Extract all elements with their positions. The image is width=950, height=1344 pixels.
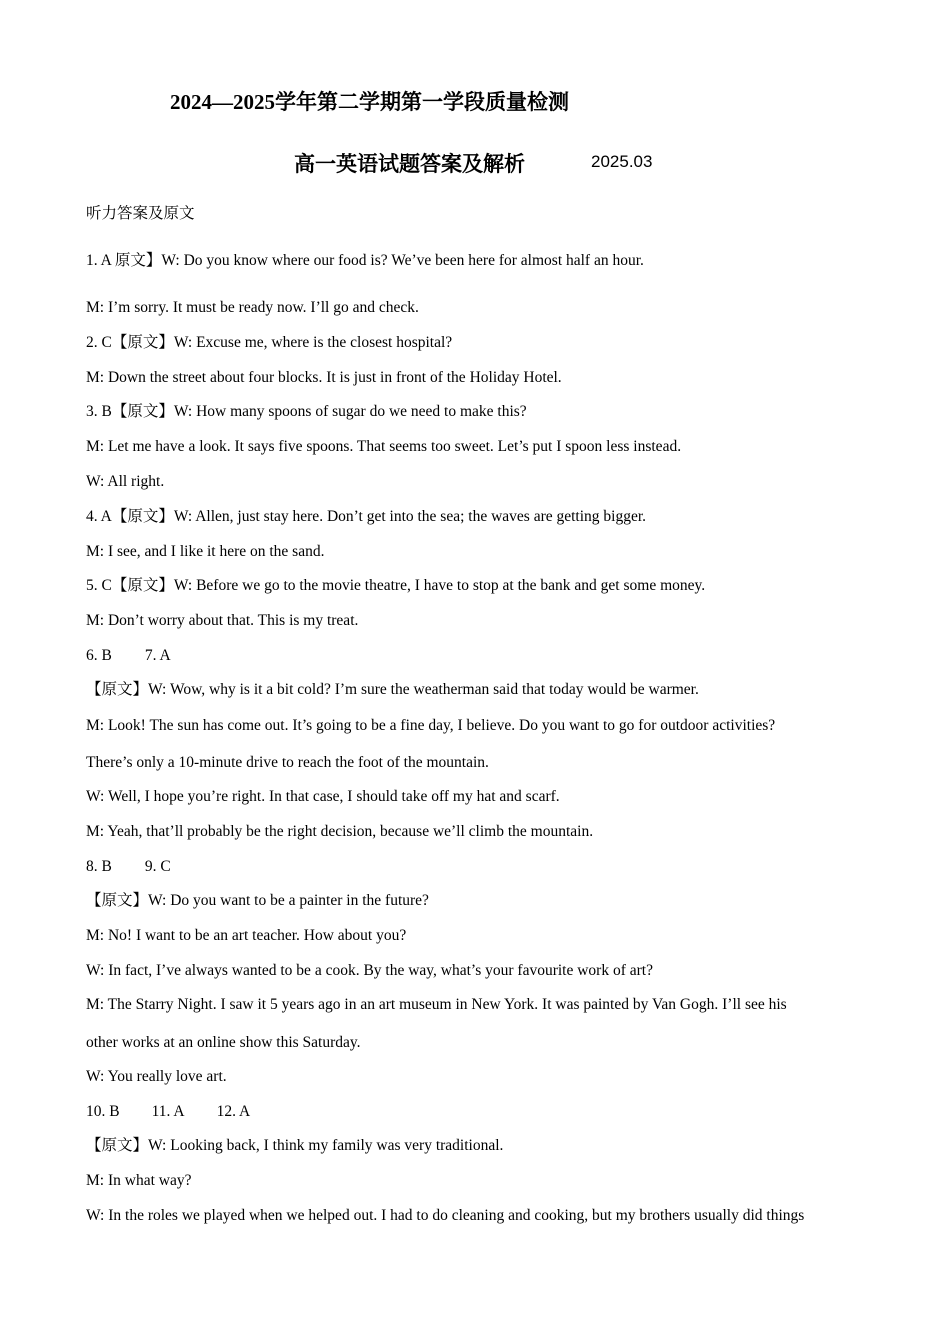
answer-row — [86, 1102, 250, 1122]
answer: 10. B — [86, 1103, 120, 1120]
transcript-line: M: The Starry Night. I saw it 5 years ago in an art museum in New York. It was painted by Van Gogh. I’ll see his — [86, 996, 787, 1013]
transcript-line: M: Don’t worry about that. This is my treat. — [86, 612, 359, 629]
transcript-line: M: Yeah, that’ll probably be the right decision, because we’ll climb the mountain. — [86, 823, 594, 840]
transcript-line: W: Well, I hope you’re right. In that case, I should take off my hat and scarf. — [86, 788, 560, 805]
transcript-line: 【原文】W: Wow, why is it a bit cold? I’m sure the weatherman said that today would be warmer. — [86, 681, 699, 698]
transcript-line: 2. C【原文】W: Excuse me, where is the closest hospital? — [86, 334, 453, 351]
transcript-line: M: Look! The sun has come out. It’s going to be a fine day, I believe. Do you want to go for outdoor activities? — [86, 717, 776, 734]
answer: 7. A — [144, 647, 171, 664]
transcript-line: other works at an online show this Saturday. — [86, 1034, 361, 1051]
transcript-line: 【原文】W: Do you want to be a painter in the future? — [86, 892, 429, 909]
transcript-line: W: All right. — [86, 473, 165, 490]
exam-date: 2025.03 — [591, 152, 653, 171]
answer: 12. A — [216, 1103, 251, 1120]
transcript-line: 1. A 原文】W: Do you know where our food is? We’ve been here for almost half an hour. — [86, 252, 644, 269]
transcript-line: M: I’m sorry. It must be ready now. I’ll go and check. — [86, 299, 419, 316]
transcript-line: 4. A【原文】W: Allen, just stay here. Don’t get into the sea; the waves are getting bigger. — [86, 508, 647, 525]
answer: 6. B — [86, 647, 112, 664]
transcript-line: 5. C【原文】W: Before we go to the movie theatre, I have to stop at the bank and get some money. — [86, 577, 706, 594]
transcript-line: 【原文】W: Looking back, I think my family was very traditional. — [86, 1137, 504, 1154]
transcript-line: 3. B【原文】W: How many spoons of sugar do we need to make this? — [86, 403, 527, 420]
exam-subtitle: 高一英语试题答案及解析 — [294, 152, 525, 176]
transcript-line: There’s only a 10-minute drive to reach the foot of the mountain. — [86, 754, 489, 771]
transcript-line: M: Let me have a look. It says five spoons. That seems too sweet. Let’s put I spoon less instead. — [86, 438, 682, 455]
transcript-line: M: Down the street about four blocks. It is just in front of the Holiday Hotel. — [86, 369, 562, 386]
section-label: 听力答案及原文 — [86, 205, 195, 222]
transcript-line: M: No! I want to be an art teacher. How about you? — [86, 927, 407, 944]
answer: 11. A — [151, 1103, 185, 1120]
transcript-line: M: I see, and I like it here on the sand. — [86, 543, 325, 560]
exam-title: 2024—2025学年第二学期第一学段质量检测 — [170, 90, 569, 114]
transcript-line: W: In the roles we played when we helped out. I had to do cleaning and cooking, but my brothers usually did things — [86, 1207, 805, 1224]
answer: 9. C — [144, 858, 171, 875]
answer: 8. B — [86, 858, 112, 875]
answer-row — [86, 646, 171, 666]
transcript-line: M: In what way? — [86, 1172, 192, 1189]
transcript-line: W: You really love art. — [86, 1068, 227, 1085]
answer-row — [86, 857, 171, 877]
transcript-line: W: In fact, I’ve always wanted to be a cook. By the way, what’s your favourite work of art? — [86, 962, 653, 979]
